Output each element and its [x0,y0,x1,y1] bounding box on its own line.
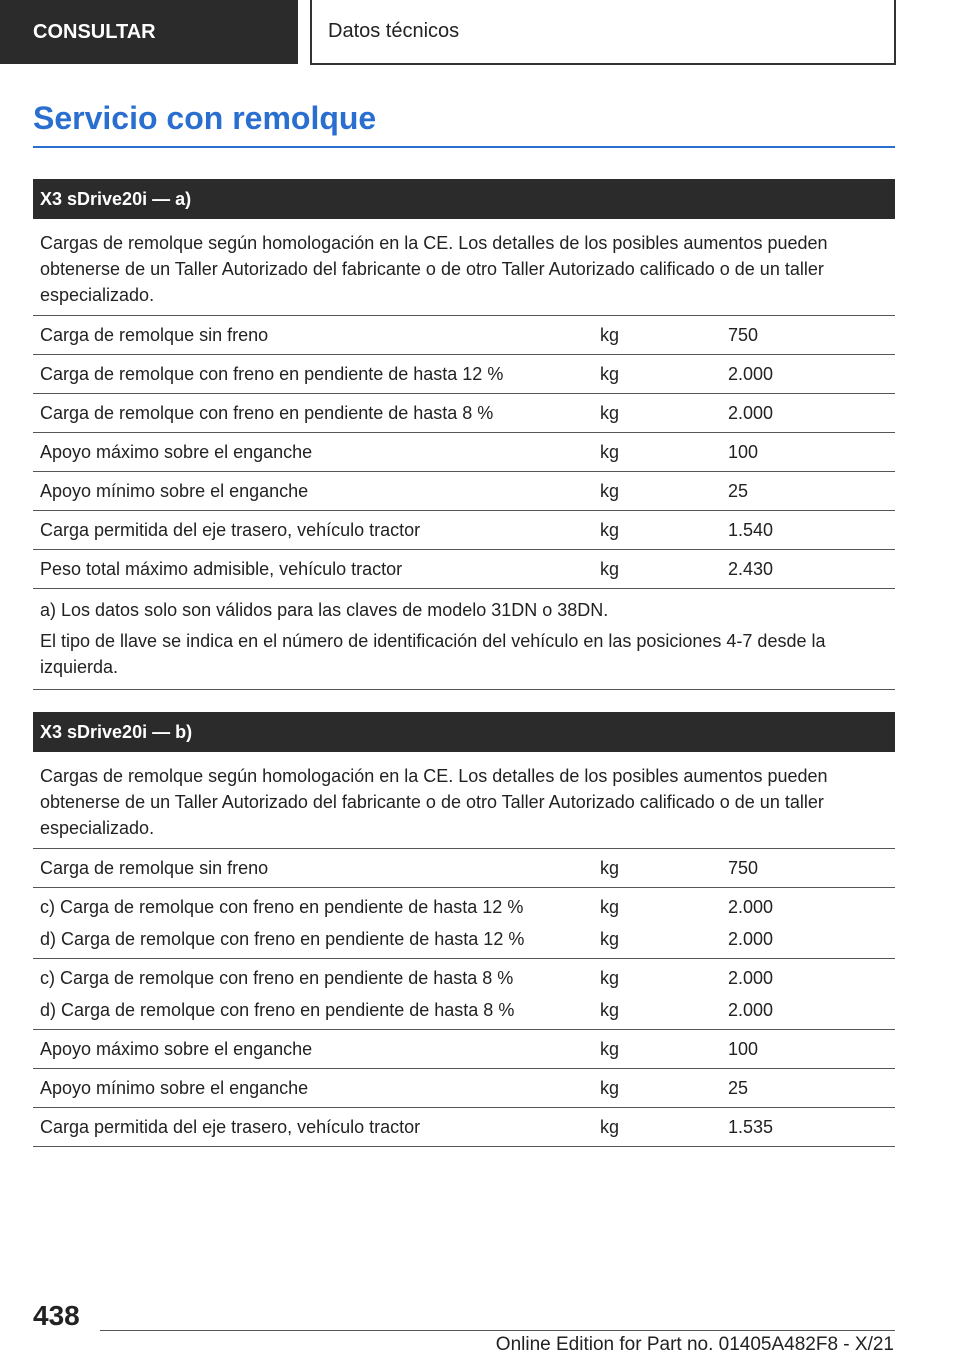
row-unit: kg [600,364,620,384]
row-value-cell [721,891,895,955]
table-row [33,316,895,355]
header-tab-consultar[interactable] [0,0,298,64]
row-unit-cell [593,475,721,507]
header-section-title [310,0,896,65]
row-label: Carga permitida del eje trasero, vehículo tractor [40,520,421,540]
row-label-cell [33,962,593,1026]
row-label-cell [33,436,593,468]
row-value-cell [721,852,895,884]
row-label: Apoyo mínimo sobre el enganche [40,481,309,501]
row-value-cell [721,1111,895,1143]
row-unit-cell [593,319,721,351]
row-label-cell [33,397,593,429]
row-value-cell [721,397,895,429]
table-row [33,355,895,394]
row-value: 100 [728,442,759,462]
row-label-cell [33,553,593,585]
row-label: Apoyo máximo sobre el enganche [40,1039,313,1059]
row-value: 2.430 [728,559,774,579]
header-tab-label: CONSULTAR [33,20,156,43]
page-title: Servicio con remolque [33,100,377,136]
row-value: 750 [728,325,759,345]
table-row [33,511,895,550]
table-row [33,472,895,511]
row-value-cell [721,1033,895,1065]
row-value: 2.000 [728,403,774,423]
row-unit: kg [600,929,620,949]
row-value: 2.000 [728,968,774,988]
page-number: 438 [33,1300,80,1331]
row-label-cell [33,891,593,955]
row-label-cell [33,1033,593,1065]
row-value: 1.540 [728,520,774,540]
row-unit-cell [593,1072,721,1104]
footnote-text: El tipo de llave se indica en el número de identificación del vehículo en las posiciones 4-7 desde la izquierda. [40,631,826,677]
row-unit: kg [600,520,620,540]
row-unit-cell [593,358,721,390]
table-row [33,1030,895,1069]
row-unit-cell [593,1111,721,1143]
row-value: 100 [728,1039,759,1059]
row-value: 2.000 [728,364,774,384]
row-unit: kg [600,403,620,423]
row-value: 25 [728,1078,749,1098]
table-heading: X3 sDrive20i — a) [33,179,895,219]
table-footnotes [33,589,895,690]
row-value-cell [721,1072,895,1104]
row-value-cell [721,962,895,1026]
row-unit: kg [600,1078,620,1098]
row-label: d) Carga de remolque con freno en pendiente de hasta 12 % [40,929,525,949]
row-label: Peso total máximo admisible, vehículo tractor [40,559,403,579]
row-label-cell [33,1072,593,1104]
row-label-cell [33,514,593,546]
row-unit: kg [600,858,620,878]
row-value: 1.535 [728,1117,774,1137]
row-value-cell [721,436,895,468]
spec-table-a [33,179,895,690]
row-label: c) Carga de remolque con freno en pendiente de hasta 12 % [40,897,524,917]
row-unit-cell [593,962,721,1026]
table-row [33,433,895,472]
row-unit: kg [600,325,620,345]
table-intro: Cargas de remolque según homologación en la CE. Los detalles de los posibles aumentos pueden obtenerse de un Taller Autorizado del fabricante o de otro Taller Autorizado calificado o de un taller especializado. [33,752,895,849]
table-row [33,394,895,433]
row-unit-cell [593,891,721,955]
row-unit: kg [600,442,620,462]
table-row [33,888,895,959]
row-unit-cell [593,553,721,585]
row-label: Carga permitida del eje trasero, vehículo tractor [40,1117,421,1137]
row-value: 25 [728,481,749,501]
row-label: Carga de remolque con freno en pendiente de hasta 12 % [40,364,504,384]
row-value-cell [721,319,895,351]
row-label: Carga de remolque sin freno [40,858,269,878]
row-unit: kg [600,1000,620,1020]
row-label-cell [33,475,593,507]
row-label: Apoyo mínimo sobre el enganche [40,1078,309,1098]
table-row [33,959,895,1030]
row-unit: kg [600,968,620,988]
header-section-label: Datos técnicos [328,20,460,42]
row-unit-cell [593,514,721,546]
spec-table-b [33,712,895,1147]
footer-divider [100,1330,895,1331]
row-unit: kg [600,897,620,917]
row-unit-cell [593,397,721,429]
row-label: c) Carga de remolque con freno en pendiente de hasta 8 % [40,968,514,988]
table-intro: Cargas de remolque según homologación en la CE. Los detalles de los posibles aumentos pueden obtenerse de un Taller Autorizado del fabricante o de otro Taller Autorizado calificado o de un taller especializado. [33,219,895,316]
row-value-cell [721,514,895,546]
row-unit: kg [600,559,620,579]
table-row [33,1108,895,1147]
row-value-cell [721,358,895,390]
row-value: 2.000 [728,897,774,917]
row-value-cell [721,553,895,585]
row-value: 2.000 [728,1000,774,1020]
row-unit: kg [600,1039,620,1059]
row-label: Carga de remolque con freno en pendiente de hasta 8 % [40,403,494,423]
row-unit: kg [600,481,620,501]
row-label: d) Carga de remolque con freno en pendiente de hasta 8 % [40,1000,515,1020]
row-unit-cell [593,1033,721,1065]
row-unit-cell [593,436,721,468]
row-label: Carga de remolque sin freno [40,325,269,345]
row-label-cell [33,319,593,351]
row-label: Apoyo máximo sobre el enganche [40,442,313,462]
title-divider [33,146,895,148]
table-row [33,849,895,888]
table-heading: X3 sDrive20i — b) [33,712,895,752]
row-value-cell [721,475,895,507]
table-row [33,1069,895,1108]
row-label-cell [33,1111,593,1143]
row-value: 750 [728,858,759,878]
row-value: 2.000 [728,929,774,949]
table-row [33,550,895,589]
row-unit: kg [600,1117,620,1137]
row-unit-cell [593,852,721,884]
footer-edition-text: Online Edition for Part no. 01405A482F8 - X/21 [495,1334,894,1355]
row-label-cell [33,852,593,884]
row-label-cell [33,358,593,390]
footnote-text: a) Los datos solo son válidos para las claves de modelo 31DN o 38DN. [40,600,609,620]
